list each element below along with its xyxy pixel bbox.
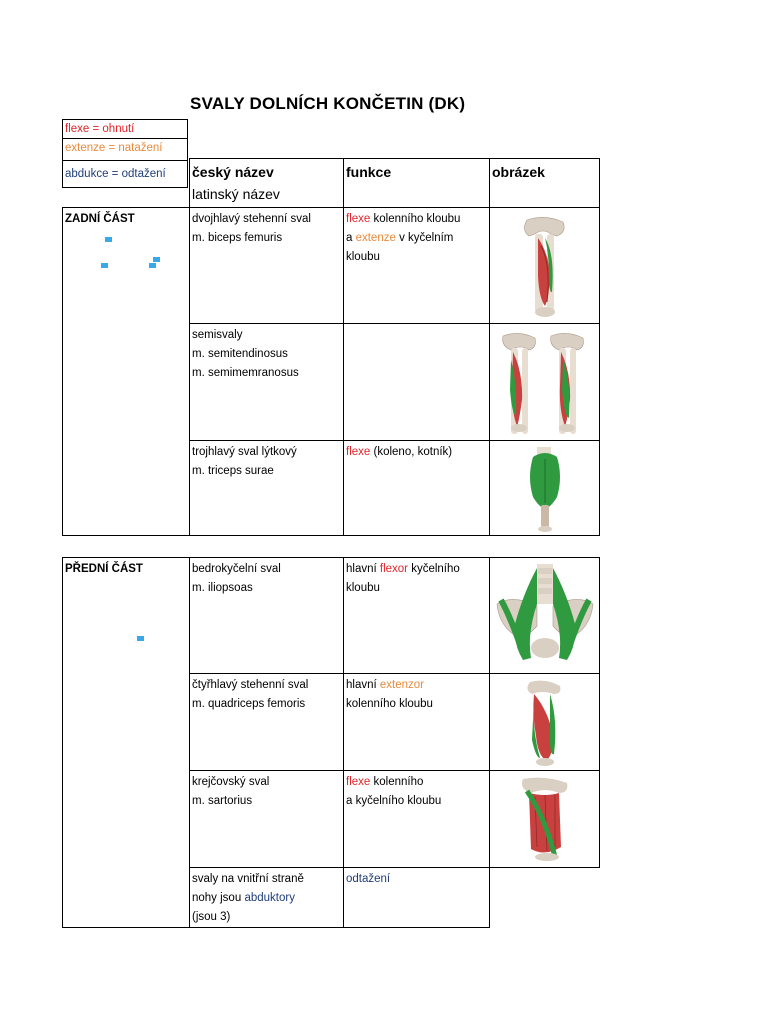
czech-name-cell [190,441,344,536]
latin-name: m. biceps femuris [192,232,283,244]
function-text: (koleno, kotník) [370,446,453,458]
flexe-word: flexe [346,446,371,458]
function-text: hlavní [346,679,380,691]
function-text: v kyčelním [395,232,454,244]
latin-name: m. quadriceps femoris [192,698,306,710]
header-row [63,159,600,208]
czech-name: čtyřhlavý stehenní sval [192,679,309,691]
table-row [63,208,600,324]
section-back: ZADNÍ ČÁST [63,208,190,536]
function-cell [344,208,490,324]
image-badge [137,636,144,641]
latin-name: m. sartorius [192,795,253,807]
function-cell [344,771,490,868]
czech-name-cell [190,558,344,674]
function-text: kloubu [346,582,380,594]
function-line [346,229,487,248]
function-line [346,210,487,229]
czech-name: bedrokyčelní sval [192,563,281,575]
picture-cell [490,208,600,324]
picture-cell [490,674,600,771]
czech-name-cell [190,674,344,771]
czech-name-cell [190,771,344,868]
czech-name-line [192,889,341,908]
page-title: SVALY DOLNÍCH KONČETIN (DK) [190,94,466,113]
czech-name-cell [190,868,344,928]
function-text: kolenního kloubu [346,698,433,710]
picture-cell [490,441,600,536]
header-function: funkce [344,159,490,208]
latin-name: m. semimemranosus [192,367,299,379]
function-cell [344,868,490,928]
legend-flexe-text: flexe = ohnutí [65,123,135,135]
latin-name: m. triceps surae [192,465,274,477]
czech-name-cell [190,324,344,441]
function-text: kolenního kloubu [370,213,461,225]
czech-name: dvojhlavý stehenní sval [192,213,311,225]
header-empty-cell [63,159,190,208]
abduktory-word: abduktory [244,892,295,904]
front-muscles-table [62,557,600,928]
picture-cell [490,771,600,868]
function-line [346,676,487,695]
thigh-muscle-image [505,214,585,322]
czech-name: krejčovský sval [192,776,270,788]
empty-picture-cell [490,868,600,928]
odtazeni-word: odtažení [346,873,391,885]
function-line [346,560,487,579]
flexe-word: flexe [346,776,371,788]
czech-name-cell [190,208,344,324]
function-cell [344,558,490,674]
function-text: kyčelního [408,563,460,575]
extenzor-word: extenzor [379,679,424,691]
extenze-word: extenze [355,232,396,244]
section-front: PŘEDNÍ ČÁST [63,558,190,928]
czech-name: semisvaly [192,329,243,341]
image-badge [101,263,108,268]
function-text: kolenního [370,776,424,788]
header-czech: český název [192,164,274,180]
legend-extenze [62,138,188,160]
function-cell [344,324,490,441]
function-text: a kyčelního kloubu [346,795,442,807]
function-text: a [346,232,356,244]
czech-name: (jsou 3) [192,911,231,923]
function-text: hlavní [346,563,380,575]
function-text: kloubu [346,251,380,263]
image-badge [153,257,160,262]
flexor-word: flexor [379,563,409,575]
legend-extenze-text: extenze = natažení [65,142,163,154]
picture-cell [490,558,600,674]
picture-cell [490,324,600,441]
czech-name: nohy jsou [192,892,245,904]
header-name-cell [190,159,344,208]
image-badge [149,263,156,268]
back-muscles-table [62,158,600,536]
table-row [63,558,600,674]
header-latin: latinský název [192,186,280,202]
latin-name: m. semitendinosus [192,348,288,360]
legend-abdukce-text: abdukce = odtažení [65,168,166,180]
header-picture: obrázek [490,159,600,208]
semi-muscles-image [497,330,593,440]
flexe-word: flexe [346,213,371,225]
iliopsoas-image [493,564,597,664]
function-cell [344,674,490,771]
image-badge [105,237,112,242]
function-line [346,773,487,792]
calf-muscle-image [515,447,575,533]
latin-name: m. iliopsoas [192,582,253,594]
legend-flexe [62,119,188,138]
czech-name: trojhlavý sval lýtkový [192,446,297,458]
function-cell [344,441,490,536]
czech-name: svaly na vnitřní straně [192,873,304,885]
quadriceps-image [520,680,570,766]
sartorius-image [515,777,575,863]
